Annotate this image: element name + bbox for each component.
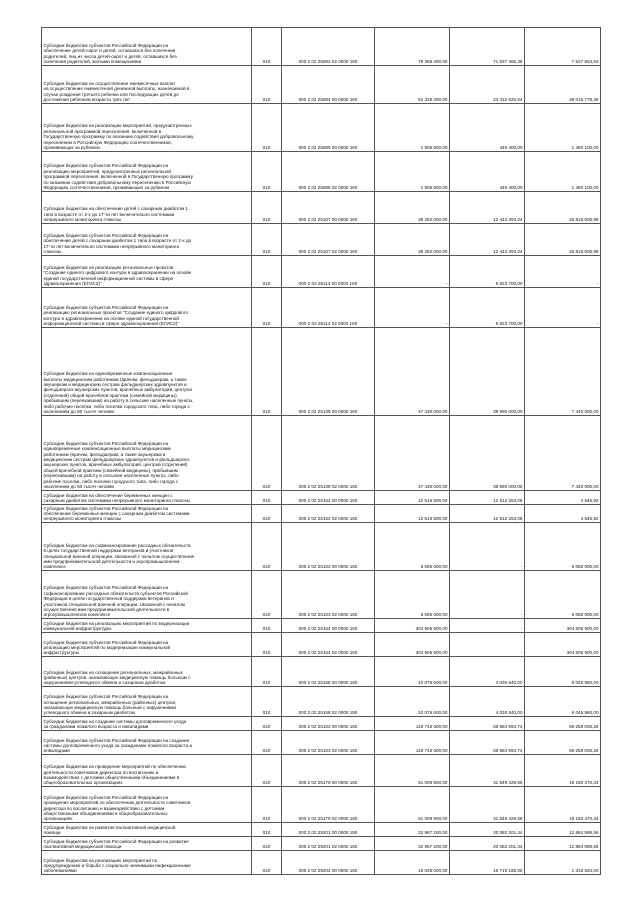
row-code-cell: 010 (252, 491, 282, 505)
table-row (42, 755, 601, 787)
row-code-cell: 010 (252, 28, 282, 66)
row-name-cell: Субсидии бюджетам субъектов Российской Федерации на софинансирование расходных обязательств субъектов Российской Федерации в целях государственной поддержки ветеранов и участников специальной военной операции, связанной с началом осуществления ими предпринимательской деятельности в агропромышленном комплексе (42, 571, 252, 619)
approved-amount-cell: 47 430 000,00 (375, 416, 450, 491)
income-code-cell: 000 2 02 25086 02 0000 150 (282, 152, 375, 192)
income-code-cell: 000 2 02 25138 02 0000 150 (282, 416, 375, 491)
remaining-amount-cell: 7 440 000,00 (525, 328, 601, 416)
row-code-cell: 010 (252, 633, 282, 657)
table-row (42, 619, 601, 633)
remaining-amount-cell: 6 065 000,00 (525, 523, 601, 571)
row-name-cell: Субсидии бюджетам субъектов Российской Федерации на обеспечение детей-сирот и детей, оставшихся без попечения родителей, лиц из числа детей-сирот и детей, оставшихся без попечения родителей, жилыми помещениями (42, 28, 252, 66)
row-name-cell: Субсидии бюджетам субъектов Российской Федерации на реализацию мероприятий по модернизации коммунальной инфраструктуры (42, 633, 252, 657)
approved-amount-cell: 51 009 900,00 (375, 755, 450, 787)
remaining-amount-cell: 6 045 960,00 (525, 687, 601, 717)
row-code-cell: 010 (252, 192, 282, 224)
row-code-cell: 010 (252, 619, 282, 633)
executed-amount-cell: 4 030 640,00 (450, 657, 525, 687)
row-code-cell: 010 (252, 224, 282, 256)
approved-amount-cell: 38 262 000,00 (375, 192, 450, 224)
executed-amount-cell: 58 684 594,74 (450, 731, 525, 755)
row-code-cell: 010 (252, 104, 282, 152)
income-code-cell: 000 2 02 25179 00 0000 150 (282, 755, 375, 787)
executed-amount-cell: 20 082 201,44 (450, 823, 525, 837)
remaining-amount-cell: 4 546,92 (525, 491, 601, 505)
income-code-cell: 000 2 02 25163 00 0000 150 (282, 717, 375, 731)
row-name-cell: Субсидии бюджетам субъектов Российской Федерации на обеспечение детей с сахарным диабетом 1 типа в возрасте от 2-х до 17-ти лет включительно системами непрерывного мониторинга глюкозы (42, 224, 252, 256)
executed-amount-cell: 9 823 700,00 (450, 288, 525, 328)
approved-amount-cell: 118 743 600,00 (375, 717, 450, 731)
approved-amount-cell: 1 906 500,00 (375, 152, 450, 192)
executed-amount-cell: 39 990 000,00 (450, 416, 525, 491)
row-code-cell: 010 (252, 328, 282, 416)
approved-amount-cell: 6 065 000,00 (375, 523, 450, 571)
remaining-amount-cell: 304 605 500,00 (525, 619, 601, 633)
remaining-amount-cell: 28 016 779,36 (525, 66, 601, 104)
executed-amount-cell: 31 849 429,66 (450, 755, 525, 787)
row-code-cell: 010 (252, 66, 282, 104)
executed-amount-cell: 446 400,00 (450, 152, 525, 192)
table-row (42, 837, 601, 851)
income-code-cell: 000 2 02 25158 02 0000 150 (282, 687, 375, 717)
table-body (42, 28, 601, 875)
executed-amount-cell: - (450, 633, 525, 657)
approved-amount-cell: 304 605 500,00 (375, 633, 450, 657)
income-code-cell: 000 2 02 25163 02 0000 150 (282, 571, 375, 619)
executed-amount-cell: 12 612 253,08 (450, 491, 525, 505)
income-code-cell: 000 2 02 25154 02 0000 150 (282, 633, 375, 657)
remaining-amount-cell: 19 160 470,34 (525, 787, 601, 823)
row-name-cell: Субсидии бюджетам на реализацию мероприятий по предупреждению и борьбе с социально значимыми инфекционными заболеваниями (42, 851, 252, 875)
remaining-amount-cell: 25 818 606,96 (525, 224, 601, 256)
table-row (42, 328, 601, 416)
row-code-cell: 010 (252, 256, 282, 288)
income-code-cell: 000 2 02 25158 00 0000 150 (282, 657, 375, 687)
approved-amount-cell: 304 605 500,00 (375, 619, 450, 633)
row-code-cell: 010 (252, 851, 282, 875)
approved-amount-cell: 47 430 000,00 (375, 328, 450, 416)
table-row (42, 416, 601, 491)
income-code-cell: 000 2 02 25114 02 0000 150 (282, 288, 375, 328)
row-code-cell: 010 (252, 755, 282, 787)
row-code-cell: 010 (252, 823, 282, 837)
income-code-cell: 000 2 02 25154 00 0000 150 (282, 619, 375, 633)
income-code-cell: 000 2 02 25152 02 0000 150 (282, 505, 375, 523)
executed-amount-cell: 16 719 166,00 (450, 851, 525, 875)
executed-amount-cell: 12 443 393,04 (450, 192, 525, 224)
executed-amount-cell: 71 837 465,38 (450, 28, 525, 66)
table-row (42, 104, 601, 152)
row-name-cell: Субсидии бюджетам субъектов Российской Федерации на реализацию мероприятий, предусмотренных региональной программой переселения, включенной в Государственную программу по оказанию содействия добровольному переселению в Российскую Федерацию соотечественников, проживающих за рубежом (42, 152, 252, 192)
remaining-amount-cell: 7 440 000,00 (525, 416, 601, 491)
executed-amount-cell: 9 823 700,00 (450, 256, 525, 288)
remaining-amount-cell: 6 065 000,00 (525, 571, 601, 619)
approved-amount-cell: 18 035 000,00 (375, 851, 450, 875)
row-name-cell: Субсидии бюджетам субъектов Российской Федерации на единовременные компенсационные выплаты медицинским работникам (врачам, фельдшерам, а также акушеркам и медицинским сестрам фельдшерских здравпунктов и фельдшерско- акушерских пунктов, врачебных амбулаторий, центров (отделений) общей врачебной практики (семейной медицины), прибывшим (переехавшим) на работу в сельские населенные пункты, либо рабочие поселки, либо поселки городского типа, либо города с населением до 50 тысяч человек (42, 416, 252, 491)
table-row (42, 192, 601, 224)
table-row (42, 633, 601, 657)
row-name-cell: Субсидии бюджетам на софинансирование расходных обязательств в целях государственной поддержки ветеранов и участников специальной военной операции, связанной с началом осуществления ими предпринимательской деятельности и агропромышленном комплексе (42, 523, 252, 571)
income-code-cell: 000 2 02 25179 02 0000 150 (282, 787, 375, 823)
row-code-cell: 010 (252, 787, 282, 823)
income-code-cell: 000 2 02 25082 02 0000 150 (282, 28, 375, 66)
executed-amount-cell: 12 612 253,08 (450, 505, 525, 523)
income-code-cell: 000 2 02 25152 00 0000 150 (282, 491, 375, 505)
budget-report-page (41, 27, 600, 875)
remaining-amount-cell: 304 605 500,00 (525, 633, 601, 657)
row-code-cell: 010 (252, 523, 282, 571)
table-row (42, 731, 601, 755)
row-code-cell: 010 (252, 687, 282, 717)
income-code-cell: 000 2 02 25084 00 0000 150 (282, 66, 375, 104)
budget-income-table (41, 27, 601, 875)
executed-amount-cell: 446 400,00 (450, 104, 525, 152)
row-name-cell: Субсидии бюджетам субъектов Российской Федерации на создание системы долговременного ухода за гражданами пожилого возраста и инвалидами (42, 731, 252, 755)
approved-amount-cell: 6 065 000,00 (375, 571, 450, 619)
row-name-cell: Субсидии бюджетам субъектов Российской Федерации на развитие паллиативной медицинской помощи (42, 837, 252, 851)
row-name-cell: Субсидии бюджетам на осуществление ежемесячных выплат на осуществление ежемесячной денежной выплаты, назначаемой в случае рождения третьего ребенка или последующих детей до достижения ребенком возраста трех лет (42, 66, 252, 104)
table-row (42, 66, 601, 104)
approved-amount-cell: 10 076 600,00 (375, 687, 450, 717)
remaining-amount-cell: 1 460 100,00 (525, 152, 601, 192)
row-code-cell: 010 (252, 657, 282, 687)
row-code-cell: 010 (252, 505, 282, 523)
row-name-cell: Субсидии бюджетам на развитие паллиативной медицинской помощи (42, 823, 252, 837)
table-row (42, 717, 601, 731)
table-row (42, 823, 601, 837)
remaining-amount-cell: 12 884 998,56 (525, 823, 601, 837)
remaining-amount-cell: 19 160 470,34 (525, 755, 601, 787)
remaining-amount-cell: 25 818 606,96 (525, 192, 601, 224)
approved-amount-cell: 12 616 800,00 (375, 505, 450, 523)
remaining-amount-cell: 4 546,92 (525, 505, 601, 523)
approved-amount-cell: 51 009 900,00 (375, 787, 450, 823)
table-row (42, 491, 601, 505)
table-row (42, 505, 601, 523)
approved-amount-cell: - (375, 288, 450, 328)
income-code-cell: 000 2 02 25086 00 0000 150 (282, 104, 375, 152)
executed-amount-cell: 12 443 393,04 (450, 224, 525, 256)
row-name-cell: Субсидии бюджетам на единовременные компенсационные выплаты медицинским работникам (врачам, фельдшерам, а также акушеркам и медицинским сестрам фельдшерских здравпунктов и фельдшерско-акушерских пунктов, врачебных амбулаторий, центров (отделений) общей врачебной практики (семейной медицины), прибывшим (переехавшим) на работу в сельские населенные пункты, либо рабочие поселки, либо поселки городского типа, либо города с населением до 50 тысяч человек (42, 328, 252, 416)
executed-amount-cell: 24 312 620,64 (450, 66, 525, 104)
income-code-cell: 000 2 02 25201 02 0000 150 (282, 837, 375, 851)
executed-amount-cell: - (450, 619, 525, 633)
row-name-cell: Субсидии бюджетам субъектов Российской Федерации на обеспечение беременных женщин с сахарным диабетом системами непрерывного мониторинга глюкозы (42, 505, 252, 523)
table-row (42, 256, 601, 288)
row-name-cell: Субсидии бюджетам субъектов Российской Федерации на проведение мероприятий по обеспечению деятельности советников директора по воспитанию и взаимодействию с детскими общественными объединениями в общеобразовательных организациях (42, 787, 252, 823)
row-code-cell: 010 (252, 416, 282, 491)
row-name-cell: Субсидии бюджетам на проведение мероприятий по обеспечению деятельности советников директора по воспитанию и взаимодействию с детскими общественными объединениями в общеобразовательных организациях (42, 755, 252, 787)
table-row (42, 687, 601, 717)
income-code-cell: 000 2 02 25202 00 0000 150 (282, 851, 375, 875)
executed-amount-cell: - (450, 523, 525, 571)
income-code-cell: 000 2 02 25138 00 0000 150 (282, 328, 375, 416)
income-code-cell: 000 2 02 25107 02 0000 150 (282, 224, 375, 256)
approved-amount-cell: 79 365 400,00 (375, 28, 450, 66)
row-name-cell: Субсидии бюджетам на реализацию мероприятий, предусмотренных региональной программой переселения, включенной в Государственную программу по оказанию содействия добровольному переселению в Российскую Федерацию соотечественников, проживающих за рубежом (42, 104, 252, 152)
executed-amount-cell: 4 030 640,00 (450, 687, 525, 717)
executed-amount-cell: 58 684 594,74 (450, 717, 525, 731)
table-row (42, 28, 601, 66)
approved-amount-cell: - (375, 256, 450, 288)
row-code-cell: 010 (252, 152, 282, 192)
remaining-amount-cell: 12 884 998,56 (525, 837, 601, 851)
row-name-cell: Субсидии бюджетам на реализацию мероприятий по модернизации коммунальной инфраструктуры (42, 619, 252, 633)
table-row (42, 523, 601, 571)
row-code-cell: 010 (252, 288, 282, 328)
approved-amount-cell: 38 262 000,00 (375, 224, 450, 256)
remaining-amount-cell: - (525, 256, 601, 288)
table-row (42, 657, 601, 687)
approved-amount-cell: 12 616 800,00 (375, 491, 450, 505)
approved-amount-cell: 32 967 200,00 (375, 823, 450, 837)
executed-amount-cell: 20 082 201,44 (450, 837, 525, 851)
table-row (42, 851, 601, 875)
row-name-cell: Субсидии бюджетам на реализацию региональных проектов "Создание единого цифрового контура в здравоохранении на основе единой государственной информационной системы в сфере здравоохранения (ЕГИСЗ)" (42, 256, 252, 288)
approved-amount-cell: 1 906 500,00 (375, 104, 450, 152)
remaining-amount-cell: 59 259 005,26 (525, 717, 601, 731)
approved-amount-cell: 32 967 200,00 (375, 837, 450, 851)
remaining-amount-cell: 1 315 834,00 (525, 851, 601, 875)
row-name-cell: Субсидии бюджетам субъектов Российской Федерации на оснащение региональных, межрайонных (районных) центров, оказывающих медицинскую помощь больным с нарушениями углеводного обмена и сахарным диабетом (42, 687, 252, 717)
row-code-cell: 010 (252, 837, 282, 851)
income-code-cell: 000 2 02 25163 00 0000 150 (282, 523, 375, 571)
row-name-cell: Субсидии бюджетам на обеспечение беременных женщин с сахарным диабетом системами непрерывного мониторинга глюкозы (42, 491, 252, 505)
remaining-amount-cell: 6 045 960,00 (525, 657, 601, 687)
income-code-cell: 000 2 02 25201 00 0000 150 (282, 823, 375, 837)
table-row (42, 787, 601, 823)
row-name-cell: Субсидии бюджетам на создание системы долговременного ухода за гражданами пожилого возраста и инвалидами (42, 717, 252, 731)
executed-amount-cell: 31 849 429,66 (450, 787, 525, 823)
income-code-cell: 000 2 02 25107 00 0000 150 (282, 192, 375, 224)
remaining-amount-cell: 59 259 005,26 (525, 731, 601, 755)
income-code-cell: 000 2 02 25114 00 0000 150 (282, 256, 375, 288)
row-code-cell: 010 (252, 571, 282, 619)
table-row (42, 152, 601, 192)
table-row (42, 571, 601, 619)
approved-amount-cell: 118 743 600,00 (375, 731, 450, 755)
table-row (42, 224, 601, 256)
income-code-cell: 000 2 02 25163 02 0000 150 (282, 731, 375, 755)
remaining-amount-cell: 7 527 934,62 (525, 28, 601, 66)
row-name-cell: Субсидии бюджетам на оснащение региональных, межрайонных (районных) центров, оказывающих медицинскую помощь больным с нарушениями углеводного обмена и сахарным диабетом (42, 657, 252, 687)
executed-amount-cell: - (450, 571, 525, 619)
remaining-amount-cell: 1 460 100,00 (525, 104, 601, 152)
table-row (42, 288, 601, 328)
executed-amount-cell: 39 990 000,00 (450, 328, 525, 416)
row-code-cell: 010 (252, 731, 282, 755)
approved-amount-cell: 52 329 400,00 (375, 66, 450, 104)
row-name-cell: Субсидии бюджетам субъектов Российской Федерации на реализацию региональных проектов "Создание единого цифрового контура в здравоохранении на основе единой государственной информационной системы в сфере здравоохранения (ЕГИСЗ)" (42, 288, 252, 328)
remaining-amount-cell: - (525, 288, 601, 328)
row-name-cell: Субсидии бюджетам на обеспечение детей с сахарным диабетом 1 типа в возрасте от 2-х до 17-ти лет включительно системами непрерывного мониторинга глюкозы (42, 192, 252, 224)
approved-amount-cell: 10 076 600,00 (375, 657, 450, 687)
row-code-cell: 010 (252, 717, 282, 731)
